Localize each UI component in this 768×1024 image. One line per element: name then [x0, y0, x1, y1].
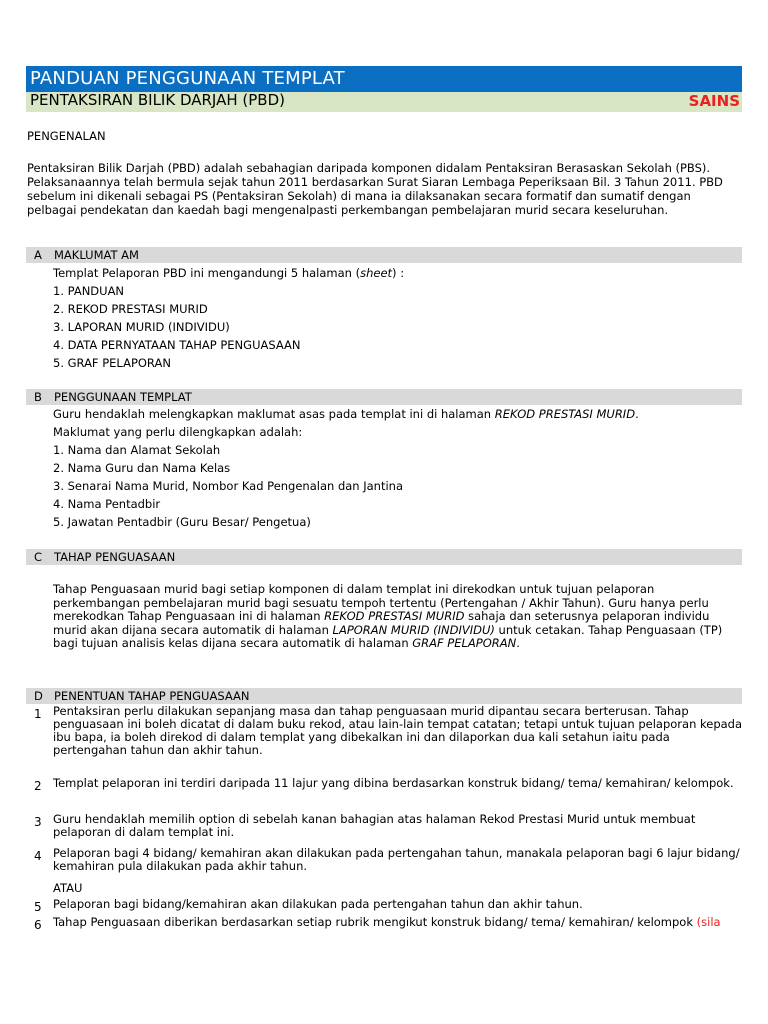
item-text: Templat pelaporan ini terdiri daripada 11 lajur yang dibina berdasarkan konstruk bidang/ tema/ kemahiran/ kelompok. — [53, 775, 734, 790]
section-c-italic-3: GRAF PELAPORAN — [412, 636, 517, 650]
section-c-letter: C — [34, 550, 43, 564]
item-text-red: (sila — [696, 914, 721, 929]
section-a-intro-end: ) : — [392, 266, 405, 280]
list-item: 3. LAPORAN MURID (INDIVIDU) — [53, 320, 230, 334]
section-a-header — [26, 247, 742, 263]
section-c-text-4: . — [516, 636, 520, 650]
intro-heading: PENGENALAN — [27, 129, 106, 143]
section-b-line1-italic: REKOD PRESTASI MURID — [494, 407, 636, 421]
section-c-title: TAHAP PENGUASAAN — [54, 550, 176, 564]
item-text: Pelaporan bagi bidang/kemahiran akan dilakukan pada pertengahan tahun dan akhir tahun. — [53, 896, 583, 911]
numbered-item — [26, 775, 743, 793]
item-text: Pentaksiran perlu dilakukan sepanjang masa dan tahap penguasaan murid dipantau secara berterusan. Tahap penguasaan ini boleh dicatat di dalam buku rekod, atau lain-lain tempat catatan; tetapi untuk tujuan pelaporan kepada ibu bapa, ia boleh direkod di dalam templat yang dibekalkan ini dan dilaporkan dua kali setahun iaitu pada pertengahan tahun dan akhir tahun. — [53, 703, 743, 757]
item-number: 1 — [34, 706, 42, 721]
list-item: 2. Nama Guru dan Nama Kelas — [53, 461, 231, 475]
section-b-title: PENGGUNAAN TEMPLAT — [54, 390, 192, 404]
section-c-text-2: sahaja dan seterusnya pelaporan individu murid akan dijana secara automatik di halaman — [53, 609, 710, 637]
item-number: 4 — [34, 848, 42, 863]
section-a-intro-text: Templat Pelaporan PBD ini mengandungi 5 halaman ( — [53, 266, 361, 280]
section-d-letter: D — [34, 688, 43, 703]
section-b-letter: B — [34, 390, 42, 404]
section-c-italic-1: REKOD PRESTASI MURID — [324, 609, 465, 623]
item-number: 6 — [34, 917, 42, 932]
item-text: Guru hendaklah memilih option di sebelah kanan bahagian atas halaman Rekod Prestasi Murid untuk membuat pelaporan di dalam templat ini. — [53, 811, 696, 839]
item-number: 3 — [34, 814, 42, 829]
section-b-line1-text: Guru hendaklah melengkapkan maklumat asas pada templat ini di halaman — [53, 407, 495, 421]
numbered-item — [26, 914, 743, 932]
list-item: 1. Nama dan Alamat Sekolah — [53, 443, 221, 457]
page-subtitle-bar — [26, 92, 742, 112]
item-number: 5 — [34, 899, 42, 914]
section-d-header — [26, 688, 742, 704]
subject-label: SAINS — [688, 92, 740, 110]
list-item: 5. Jawatan Pentadbir (Guru Besar/ Pengetua) — [53, 515, 311, 529]
list-item: 2. REKOD PRESTASI MURID — [53, 302, 208, 316]
section-c-text-1: Tahap Penguasaan murid bagi setiap komponen di dalam templat ini direkodkan untuk tujuan pelaporan perkembangan pembelajaran murid bagi sesuatu tempoh tertentu (Pertengahan / Akhir Tahun). Guru hanya perlu merekodkan Tahap Penguasaan ini di halaman — [53, 582, 709, 623]
numbered-item — [26, 847, 743, 873]
section-c-text-3: untuk cetakan. Tahap Penguasaan (TP) bagi tujuan analisis kelas dijana secara automatik di halaman — [53, 622, 723, 650]
section-a-intro — [26, 264, 742, 282]
or-label: ATAU — [53, 880, 83, 895]
section-c-italic-2: LAPORAN MURID (INDIVIDU) — [332, 622, 495, 637]
numbered-item — [26, 896, 743, 914]
page-subtitle: PENTAKSIRAN BILIK DARJAH (PBD) — [30, 91, 285, 109]
section-d-title: PENENTUAN TAHAP PENGUASAAN — [54, 688, 250, 703]
list-item: 4. DATA PERNYATAAN TAHAP PENGUASAAN — [53, 338, 301, 352]
section-c-paragraph — [26, 583, 743, 651]
numbered-item — [26, 705, 743, 757]
guide-page — [26, 66, 743, 932]
section-a-intro-italic: sheet — [360, 266, 393, 280]
section-b-line2: Maklumat yang perlu dilengkapkan adalah: — [53, 425, 303, 439]
section-b-header — [26, 389, 742, 405]
section-a-title: MAKLUMAT AM — [54, 248, 139, 262]
section-b-line1 — [26, 405, 742, 423]
list-item: 3. Senarai Nama Murid, Nombor Kad Pengenalan dan Jantina — [53, 479, 404, 493]
item-text: Tahap Penguasaan diberikan berdasarkan setiap rubrik mengikut konstruk bidang/ tema/ kemahiran/ kelompok — [53, 914, 697, 929]
item-number: 2 — [34, 778, 42, 793]
section-a-letter: A — [34, 248, 42, 262]
list-item: 1. PANDUAN — [53, 284, 125, 298]
numbered-item — [26, 813, 743, 839]
item-text: Pelaporan bagi 4 bidang/ kemahiran akan dilakukan pada pertengahan tahun, manakala pelaporan bagi 6 lajur bidang/ kemahiran pula dilakukan pada akhir tahun. — [53, 845, 740, 873]
list-item: 4. Nama Pentadbir — [53, 497, 161, 511]
list-item: 5. GRAF PELAPORAN — [53, 356, 171, 370]
intro-paragraph: Pentaksiran Bilik Darjah (PBD) adalah sebahagian daripada komponen didalam Pentaksiran Berasaskan Sekolah (PBS). Pelaksanaannya telah bermula sejak tahun 2011 berdasarkan Surat Siaran Lembaga Peperiksaan Bil. 3 Tahun 2011. PBD sebelum ini dikenali sebagai PS (Pentaksiran Sekolah) di mana ia dilaksanakan secara formatif dan sumatif dengan pelbagai pendekatan dan kaedah bagi mengenalpasti perkembangan pembelajaran murid secara keseluruhan. — [27, 161, 723, 217]
section-b-line1-end: . — [635, 407, 639, 421]
page-title: PANDUAN PENGGUNAAN TEMPLAT — [26, 66, 742, 92]
section-c-header — [26, 549, 742, 565]
